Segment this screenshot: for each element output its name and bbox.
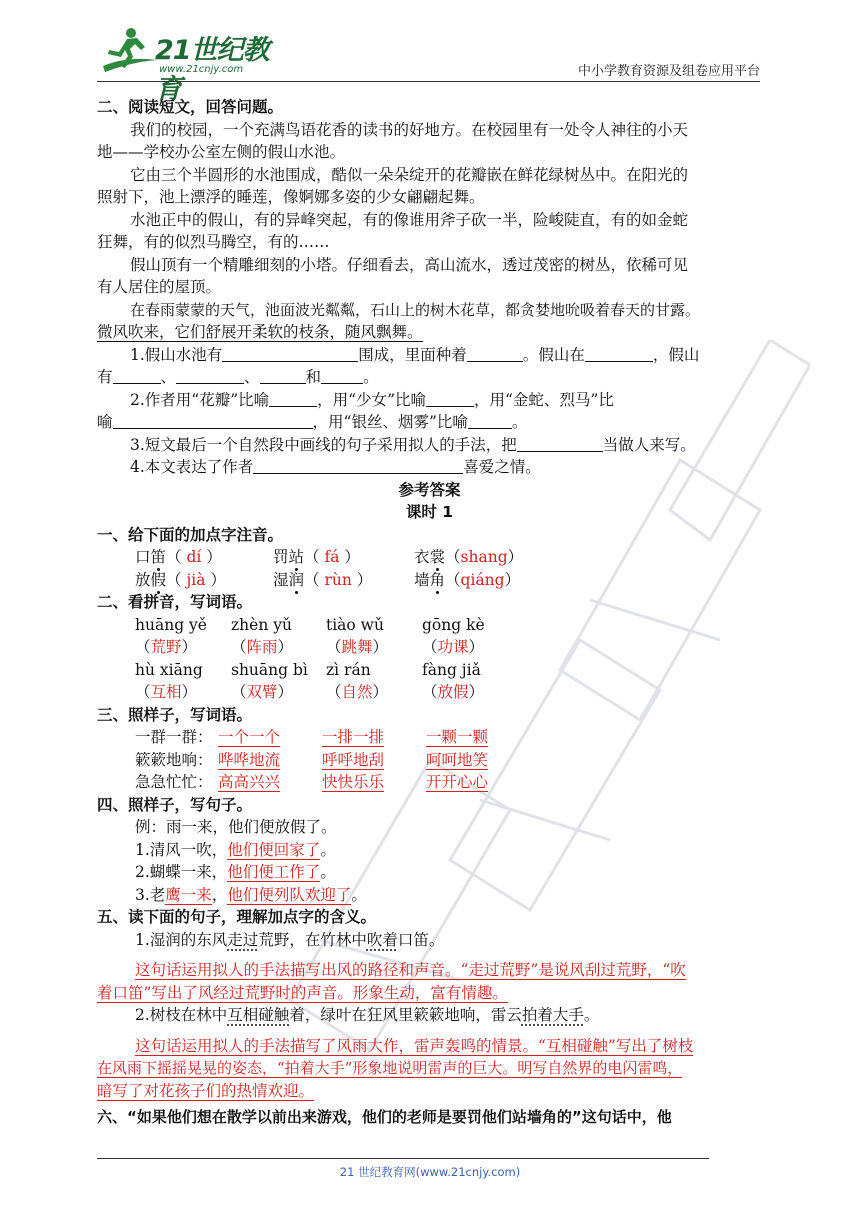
pattern-answer: 一颗一颗 xyxy=(426,728,489,746)
passage-line: 它由三个半圆形的水池围成，酷似一朵朵绽开的花瓣嵌在鲜花绿树丛中。在阳光的 xyxy=(130,165,689,184)
pinyin-prompt: zì rán xyxy=(326,660,371,679)
passage-line: 狂舞，有的似烈马腾空，有的…… xyxy=(97,233,330,251)
explanation-line xyxy=(97,959,762,982)
question-text: 。 xyxy=(511,413,528,431)
question-1-cont xyxy=(97,366,762,389)
page-footer: 21 世纪教育网(www.21cnjy.com) xyxy=(339,1165,521,1179)
explanation-text: 在风雨下摇摇晃晃的姿态，“拍着大手”形象地说明雷声的巨大。明写自然界的电闪雷鸣， xyxy=(97,1059,683,1077)
question-text: 4.本文表达了作者 xyxy=(130,458,254,476)
prompt-text: 2.蝴蝶一来， xyxy=(135,863,228,881)
explanation-text: 这句话运用拟人的手法描写出风的路径和声音。“走过荒野”是说风刮过荒野，“吹 xyxy=(135,961,686,979)
answer-blank[interactable] xyxy=(517,435,603,452)
pattern-answer-cell xyxy=(426,726,530,749)
passage-line: 我们的校园，一个充满鸟语花香的读书的好地方。在校园里有一处令人神往的小天 xyxy=(130,120,689,139)
question-2-cont xyxy=(97,411,762,434)
answer-blank[interactable] xyxy=(468,412,512,429)
paren: （ xyxy=(135,683,151,701)
word-char: 口 xyxy=(135,548,151,566)
document-content xyxy=(97,96,762,1129)
section-heading: 二、阅读短文，回答问题。 xyxy=(97,98,284,116)
answer-blank[interactable] xyxy=(260,367,306,384)
paren: （ xyxy=(326,683,342,701)
runner-logo-icon xyxy=(97,26,161,78)
pattern-answer: 开开心心 xyxy=(426,773,489,791)
passage-line: 在春雨蒙蒙的天气，池面波光粼粼，石山上的树木花草，都贪婪地吮吸着春天的甘露。 xyxy=(130,300,701,319)
answer-section-heading: 三、照样子，写词语。 xyxy=(97,705,253,724)
question-text: 喻 xyxy=(97,413,113,431)
paren: ） xyxy=(277,638,294,656)
dotted-text: 走过 xyxy=(227,930,259,949)
answer-section-heading: 四、照样子，写句子。 xyxy=(97,795,253,814)
explanation-text: 暗写了对花孩子们的热情欢迎。 xyxy=(97,1081,315,1100)
answers-subtitle: 课时 1 xyxy=(405,503,454,521)
paren: ） xyxy=(504,570,521,589)
word-char: 墙 xyxy=(414,570,430,589)
prompt-text: ， xyxy=(211,885,228,904)
dotted-char: 角 xyxy=(429,570,446,589)
question-text: 、 xyxy=(160,368,177,386)
paren: （ xyxy=(304,548,325,566)
answer-blank[interactable] xyxy=(113,367,161,384)
pinyin-answer: fá xyxy=(324,548,340,566)
question-text: ，用“少女”比喻 xyxy=(317,390,426,409)
pattern-row xyxy=(97,749,762,772)
question-text: 和 xyxy=(305,368,322,386)
question-2 xyxy=(97,389,762,412)
paren: （ xyxy=(231,683,247,701)
pattern-answer-cell xyxy=(322,771,426,794)
pattern-answer: 呼呼地刮 xyxy=(322,750,385,769)
footer-divider xyxy=(97,1158,709,1159)
pinyin-prompt-row xyxy=(97,659,762,682)
answer-text: 他们便回家了 xyxy=(227,840,321,859)
pinyin-prompt: gōng kè xyxy=(422,615,485,634)
answer-blank[interactable] xyxy=(269,390,317,407)
pinyin-answer: shang xyxy=(460,548,508,566)
explanation-line xyxy=(97,982,762,1005)
dotted-char: 站 xyxy=(288,548,305,566)
pinyin-prompt: zhèn yǔ xyxy=(231,615,292,634)
paren: ） xyxy=(507,548,524,566)
answer-section-heading: 六、“如果他们想在散学以前出来游戏，他们的老师是要罚他们站墙角的”这句话中，他 xyxy=(97,1108,672,1126)
word-char: 放 xyxy=(135,570,151,589)
paren: （ xyxy=(231,638,247,656)
question-text: 2.作者用“花瓣”比喻 xyxy=(130,390,270,409)
word-char: 衣 xyxy=(414,548,430,566)
answer-blank[interactable] xyxy=(585,345,653,362)
paren: ） xyxy=(181,638,198,656)
pinyin-answer: rùn xyxy=(324,570,352,589)
question-1 xyxy=(97,344,762,367)
pattern-answer-cell xyxy=(322,749,426,772)
pattern-answer: 一排一排 xyxy=(322,728,385,746)
sentence-text: 1.湿润的东风 xyxy=(135,930,228,949)
word-answer-row xyxy=(97,681,762,704)
prompt-text: 1.清风一吹， xyxy=(135,840,228,859)
passage-line-underlined xyxy=(97,321,762,344)
paren: （ xyxy=(445,570,461,589)
dotted-text: 互相碰触 xyxy=(227,1006,290,1024)
question-text: 当做人来写。 xyxy=(602,435,696,454)
pattern-answer-cell xyxy=(322,726,426,749)
sentence-text: 2.树枝在林中 xyxy=(135,1006,228,1024)
pinyin-prompt-row xyxy=(97,614,762,637)
answer-blank[interactable] xyxy=(222,345,358,362)
pattern-answer: 呵呵地笑 xyxy=(426,750,489,769)
question-text: 有 xyxy=(97,368,113,386)
passage-line: 假山顶有一个精雕细刻的小塔。仔细看去，高山流水，透过茂密的树丛，依稀可见 xyxy=(130,255,689,274)
header-divider xyxy=(97,81,760,82)
question-text: ，用“银丝、烟雾”比喻 xyxy=(312,413,468,431)
sentence-text: 。 xyxy=(583,1006,600,1024)
explanation-line xyxy=(97,1080,762,1103)
pattern-answer-cell xyxy=(218,749,322,772)
paren: ） xyxy=(468,683,485,701)
pinyin-item xyxy=(414,546,604,569)
sentence-answer xyxy=(97,884,762,907)
sentence-text: 荒野，在竹林中 xyxy=(258,930,367,949)
paren: （ xyxy=(166,548,187,566)
question-text: 3.短文最后一个自然段中画线的句子采用拟人的手法，把 xyxy=(130,435,517,454)
answer-section-heading: 二、看拼音，写词语。 xyxy=(97,593,253,611)
word-answer xyxy=(135,681,231,704)
question-text: 1.假山水池有 xyxy=(130,345,223,364)
answer-blank[interactable] xyxy=(321,367,363,384)
pinyin-item xyxy=(414,569,604,592)
dotted-char: 润 xyxy=(288,570,305,589)
paren: （ xyxy=(422,683,438,701)
underlined-sentence: 微风吹来，它们舒展开柔软的枝条，随风飘舞。 xyxy=(97,323,423,341)
pinyin-answer: dí xyxy=(186,548,202,566)
pinyin-row xyxy=(97,546,762,569)
paren: ） xyxy=(181,683,198,701)
dotted-text: 吹着 xyxy=(366,930,398,949)
question-3 xyxy=(97,434,762,457)
prompt-text: 3.老 xyxy=(135,885,166,904)
prompt-text: 。 xyxy=(320,840,336,859)
answer-word: 放假 xyxy=(437,683,469,701)
paren: ） xyxy=(277,683,294,701)
paren: ） xyxy=(201,548,222,566)
paren: ） xyxy=(468,638,485,656)
explanation-text: 着口笛”写出了风经过荒野时的声音。形象生动，富有情趣。 xyxy=(97,983,508,1002)
dotted-text: 拍着大手 xyxy=(521,1006,584,1024)
pinyin-item xyxy=(135,569,273,592)
word-answer xyxy=(231,636,326,659)
paren: ） xyxy=(372,683,389,701)
pinyin-answer: qiáng xyxy=(460,570,505,589)
answer-text: 他们便列队欢迎了 xyxy=(227,885,352,904)
logo-url: www.21cnjy.com xyxy=(159,64,244,75)
answer-blank[interactable] xyxy=(253,457,463,474)
dotted-char: 裳 xyxy=(429,548,446,566)
question-text: 喜爱之情。 xyxy=(463,458,541,476)
sentence-text: 口笛。 xyxy=(397,930,445,949)
question-text: ，假山 xyxy=(652,345,700,364)
question-text: 。假山在 xyxy=(522,345,585,364)
answer-section-heading: 五、读下面的句子，理解加点字的含义。 xyxy=(97,908,377,926)
pinyin-item xyxy=(135,546,273,569)
pattern-label: 急急忙忙： xyxy=(135,773,213,791)
pattern-row xyxy=(97,726,762,749)
word-answer xyxy=(326,681,422,704)
paren: ） xyxy=(351,570,373,589)
answer-text: 他们便工作了 xyxy=(227,863,321,881)
pattern-answer: 一个一个 xyxy=(218,728,281,746)
answer-word: 功课 xyxy=(437,638,469,656)
sentence-answer xyxy=(97,839,762,862)
spacer xyxy=(97,1027,762,1035)
answer-word: 自然 xyxy=(341,683,373,701)
paren: （ xyxy=(135,638,151,656)
prompt-text: 。 xyxy=(351,885,367,904)
pinyin-prompt: fàng jiǎ xyxy=(422,660,481,679)
question-text: ，用“金蛇、烈马”比 xyxy=(474,390,614,409)
paren: （ xyxy=(445,548,461,566)
pattern-label: 簌簌地响： xyxy=(135,750,213,769)
passage-line: 照射下，池上漂浮的睡莲，像婀娜多姿的少女翩翩起舞。 xyxy=(97,188,485,206)
answer-word: 双臂 xyxy=(246,683,278,701)
sentence-text: 着，绿叶在狂风里簌簌地响，雷云 xyxy=(289,1006,522,1024)
pattern-answer: 哗哗地流 xyxy=(218,750,281,769)
pattern-row xyxy=(97,771,762,794)
pinyin-prompt: tiào wǔ xyxy=(326,615,384,634)
passage-line: 水池正中的假山，有的异峰突起，有的像谁用斧子砍一半，险峻陡直，有的如金蛇 xyxy=(130,210,689,229)
paren: ） xyxy=(205,570,226,589)
pattern-answer-cell xyxy=(426,749,530,772)
word-answer xyxy=(231,681,326,704)
answer-blank[interactable] xyxy=(113,412,313,429)
paren: （ xyxy=(166,570,187,589)
quoted-sentence xyxy=(97,1004,762,1027)
pattern-label: 一群一群： xyxy=(135,728,213,746)
answer-text: 鹰一来 xyxy=(165,885,212,904)
passage-line: 地——学校办公室左侧的假山水池。 xyxy=(97,143,346,161)
paren: ） xyxy=(339,548,360,566)
answer-blank[interactable] xyxy=(176,367,244,384)
pattern-word-rows xyxy=(97,726,762,794)
question-text: 。 xyxy=(363,368,379,386)
explanation-line xyxy=(97,1057,762,1080)
paren: （ xyxy=(422,638,438,656)
word-answer xyxy=(326,636,422,659)
example-sentence: 例：雨一来，他们便放假了。 xyxy=(135,818,337,836)
word-answer xyxy=(422,636,507,659)
logo-text: 21世纪教育 xyxy=(155,35,269,105)
paren: ） xyxy=(372,638,389,656)
answer-blank[interactable] xyxy=(426,390,474,407)
prompt-text: 。 xyxy=(320,863,336,881)
dotted-char: 假 xyxy=(150,570,167,589)
explanation-text: 这句话运用拟人的手法描写了风雨大作，雷声轰鸣的情景。“互相碰触”写出了树枝 xyxy=(135,1036,694,1055)
word-answer xyxy=(422,681,507,704)
paren: （ xyxy=(326,638,342,656)
pattern-answer: 快快乐乐 xyxy=(322,773,385,791)
answer-word: 荒野 xyxy=(150,638,182,656)
question-text: 围成，里面种着 xyxy=(358,345,467,364)
pattern-answer-cell xyxy=(426,771,530,794)
paren: （ xyxy=(304,570,325,589)
word-char: 罚 xyxy=(273,548,289,566)
logo xyxy=(97,26,287,105)
dotted-char: 笛 xyxy=(150,548,167,566)
answer-blank[interactable] xyxy=(467,345,523,362)
header-tagline: 中小学教育资源及组卷应用平台 xyxy=(577,64,760,79)
word-answer-row xyxy=(97,636,762,659)
quoted-sentence xyxy=(97,929,762,952)
question-4 xyxy=(97,456,762,479)
pinyin-prompt: huāng yě xyxy=(135,615,207,634)
pinyin-row xyxy=(97,569,762,592)
word-answer xyxy=(135,636,231,659)
spacer xyxy=(97,951,762,959)
pinyin-answer: jià xyxy=(186,570,206,589)
page-header xyxy=(97,22,760,105)
pinyin-prompt: hù xiāng xyxy=(135,660,203,679)
answers-title: 参考答案 xyxy=(398,480,461,499)
pinyin-item xyxy=(273,546,414,569)
explanation-line xyxy=(97,1035,762,1058)
sentence-answer xyxy=(97,861,762,884)
pinyin-prompt: shuāng bì xyxy=(231,660,308,679)
question-text: 、 xyxy=(244,368,260,386)
answer-word: 阵雨 xyxy=(246,638,278,656)
answer-word: 跳舞 xyxy=(341,638,373,656)
pattern-answer-cell xyxy=(218,726,322,749)
word-char: 湿 xyxy=(273,570,289,589)
passage-line: 有人居住的屋顶。 xyxy=(97,278,222,296)
answer-section-heading: 一、给下面的加点字注音。 xyxy=(97,525,284,544)
pattern-answer: 高高兴兴 xyxy=(218,773,281,791)
pinyin-item xyxy=(273,569,414,592)
pattern-answer-cell xyxy=(218,771,322,794)
answer-word: 互相 xyxy=(150,683,182,701)
